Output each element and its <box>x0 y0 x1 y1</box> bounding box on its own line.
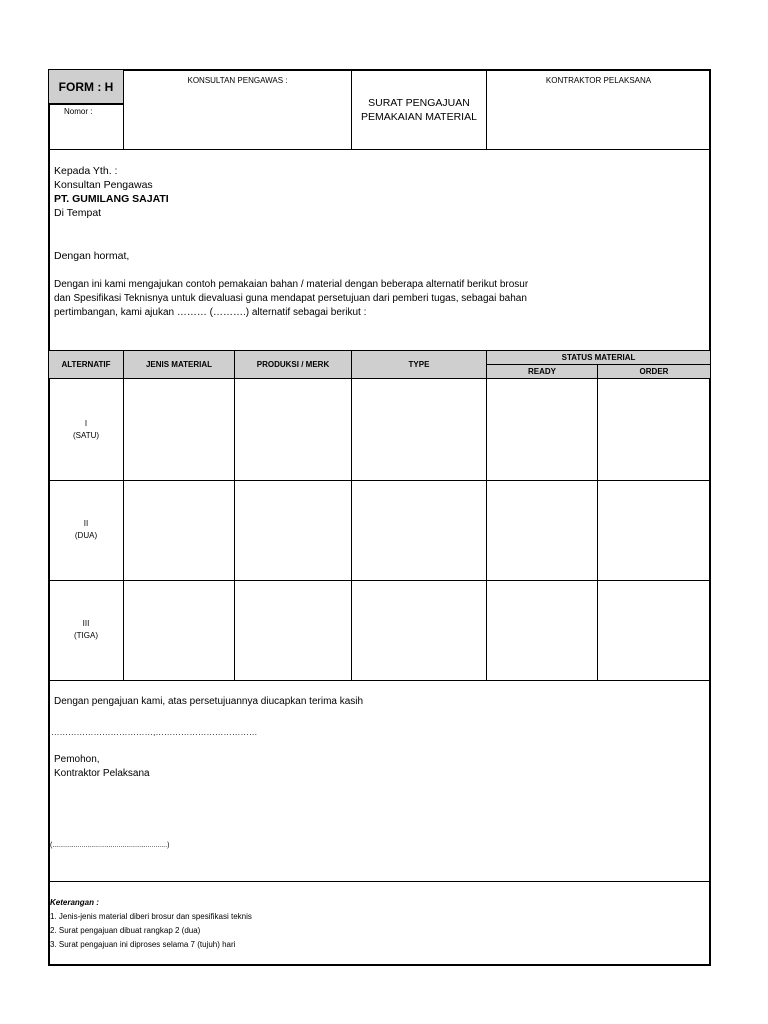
form-title-line1: SURAT PENGAJUAN <box>368 97 470 109</box>
header-status-material: STATUS MATERIAL <box>561 353 636 362</box>
header-ready: READY <box>527 367 556 376</box>
paragraph-line-3: pertimbangan, kami ajukan ……… (……….) alternatif sebagai berikut : <box>54 307 367 318</box>
table-col-line-4 <box>486 351 487 680</box>
header-type: TYPE <box>408 360 430 369</box>
address-company: PT. GUMILANG SAJATI <box>54 193 169 205</box>
notes-title: Keterangan : <box>50 898 99 907</box>
row-2-number: II <box>83 519 89 528</box>
notes-top-line <box>49 881 710 882</box>
row-1-word: (SATU) <box>72 431 100 440</box>
header-jenis-material: JENIS MATERIAL <box>145 360 213 369</box>
address-line-1: Kepada Yth. : <box>54 165 118 177</box>
konsultan-label: KONSULTAN PENGAWAS : <box>187 76 288 85</box>
header-order: ORDER <box>639 367 669 376</box>
table-col-line-3 <box>351 351 352 680</box>
row-2-word: (DUA) <box>74 531 98 540</box>
header-alternatif: ALTERNATIF <box>61 360 111 369</box>
header-divider-2 <box>351 70 352 149</box>
row-1-number: I <box>84 419 88 428</box>
table-col-line-2 <box>234 351 235 680</box>
signature-line: (...........................................................) <box>50 842 170 849</box>
row-3-number: III <box>82 619 90 628</box>
address-line-4: Di Tempat <box>54 207 102 219</box>
kontraktor-label: KONTRAKTOR PELAKSANA <box>545 76 652 85</box>
form-label: FORM : H <box>58 80 114 94</box>
kontraktor-pelaksana-label: Kontraktor Pelaksana <box>54 768 150 779</box>
table-header-bottom-line <box>49 378 710 379</box>
header-bottom-line <box>49 149 710 150</box>
header-produksi-merk: PRODUKSI / MERK <box>256 360 330 369</box>
date-line: ………………………………,……………………………… <box>51 727 258 737</box>
table-row-line-1 <box>49 480 710 481</box>
note-item-1: 1. Jenis-jenis material diberi brosur dan spesifikasi teknis <box>50 912 252 921</box>
table-row-line-2 <box>49 580 710 581</box>
note-item-2: 2. Surat pengajuan dibuat rangkap 2 (dua) <box>50 926 201 935</box>
pemohon-label: Pemohon, <box>54 754 100 765</box>
paragraph-line-1: Dengan ini kami mengajukan contoh pemakaian bahan / material dengan beberapa alternatif berikut brosur <box>54 279 529 290</box>
table-col-line-1 <box>123 351 124 680</box>
note-item-3: 3. Surat pengajuan ini diproses selama 7 (tujuh) hari <box>50 940 236 949</box>
form-title-line2: PEMAKAIAN MATERIAL <box>361 111 477 123</box>
row-3-word: (TIGA) <box>74 631 98 640</box>
address-line-2: Konsultan Pengawas <box>54 179 153 191</box>
greeting: Dengan hormat, <box>54 250 130 262</box>
status-subheader-line <box>486 364 710 365</box>
table-col-line-5 <box>597 364 598 680</box>
nomor-label: Nomor : <box>64 107 93 116</box>
paragraph-line-2: dan Spesifikasi Teknisnya untuk dievaluasi guna mendapat persetujuan dari pemberi tugas, sebagai bahan <box>54 293 527 304</box>
thanks-line: Dengan pengajuan kami, atas persetujuannya diucapkan terima kasih <box>54 696 364 707</box>
table-bottom-line <box>49 680 710 681</box>
